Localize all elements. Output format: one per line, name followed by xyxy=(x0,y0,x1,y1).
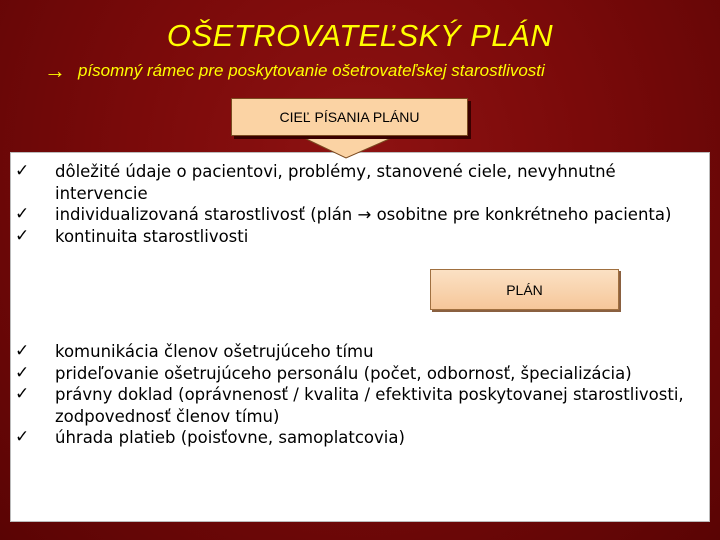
list-item xyxy=(15,363,655,385)
list-item-text: komunikácia členov ošetrujúceho tímu xyxy=(55,342,374,361)
list-item xyxy=(15,427,675,449)
check-icon: ✓ xyxy=(15,225,30,246)
check-icon: ✓ xyxy=(15,427,30,447)
goals-list xyxy=(15,161,705,247)
goal-callout: CIEĽ PÍSANIA PLÁNU xyxy=(231,98,468,136)
list-item xyxy=(15,204,705,226)
check-icon: ✓ xyxy=(15,204,30,224)
list-item-text: dôležité údaje o pacientovi, problémy, stanovené ciele, nevyhnutné intervencie xyxy=(55,162,616,203)
content-panel xyxy=(10,152,710,522)
check-icon: ✓ xyxy=(15,384,30,404)
list-item-text: úhrada platieb (poisťovne, samoplatcovia) xyxy=(55,428,405,447)
list-item-text: kontinuita starostlivosti xyxy=(55,226,249,246)
list-item-text: prideľovanie ošetrujúceho personálu (počet, odbornosť, špecializácia) xyxy=(55,363,632,383)
list-item xyxy=(15,161,705,204)
list-item-text: právny doklad (oprávnenosť / kvalita / efektivita poskytovanej starostlivosti, zodpovednosť členov tímu) xyxy=(55,385,684,426)
subtitle-text: písomný rámec pre poskytovanie ošetrovateľskej starostlivosti xyxy=(78,61,545,80)
check-icon: ✓ xyxy=(15,362,30,383)
purposes-list xyxy=(15,341,715,449)
right-arrow-icon: → xyxy=(44,58,66,83)
plan-label-box: PLÁN xyxy=(430,269,619,310)
list-item xyxy=(15,226,435,248)
slide-title: OŠETROVATEĽSKÝ PLÁN xyxy=(166,18,554,53)
subtitle-row xyxy=(44,60,545,82)
list-item xyxy=(15,341,675,363)
list-item-text: individualizovaná starostlivosť (plán → osobitne pre konkrétneho pacienta) xyxy=(55,205,672,224)
check-icon: ✓ xyxy=(15,161,30,181)
list-item xyxy=(15,384,715,427)
check-icon: ✓ xyxy=(15,341,30,361)
